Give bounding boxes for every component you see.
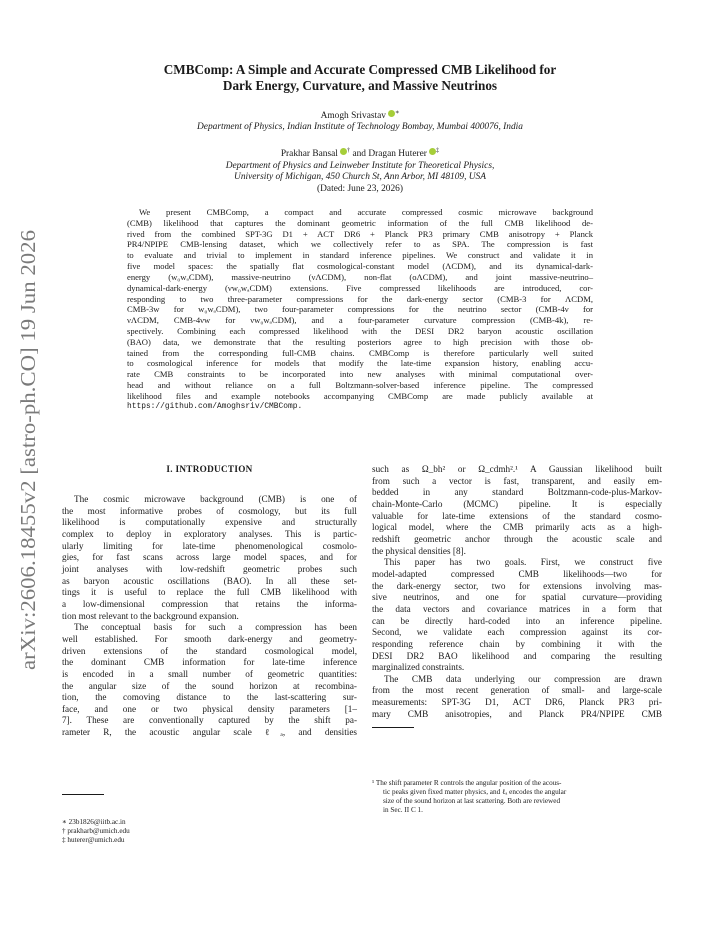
body-line: measurements: SPT-3G D1, ACT DR6, Planck PR3 pri- [372, 697, 662, 708]
body-line: likelihood is computationally expensive and structurally [62, 517, 357, 528]
body-line: can be directly hard-coded into an inference pipeline. [372, 615, 662, 626]
abstract-line: We present CMBComp, a compact and accurate compressed cosmic microwave background [139, 207, 593, 217]
abstract-line: (CMB) likelihood that captures the dominant geometric information of the full CMB likelihood de- [127, 217, 593, 228]
orcid-icon[interactable] [340, 148, 347, 155]
abstract-line: responding to two three-parameter compressions for the dark-energy sector (CMB-3 for ΛCDM, [127, 293, 593, 304]
body-line: the data vectors and covariance matrices in a form that [372, 603, 662, 614]
body-line: mary CMB anisotropies, and Planck PR4/NPIPE CMB [372, 708, 662, 719]
paper-title [100, 62, 620, 94]
body-line: from such a vector is fast, transparent, and easily em- [372, 475, 662, 486]
footnote-line: size of the sound horizon at last scattering. Both are reviewed [383, 797, 561, 806]
abstract-line: head and without reliance on a full Boltzmann-solver-based inference pipeline. The compressed [127, 380, 593, 390]
abstract-line: tained from the corresponding full-CMB chains. CMBComp is therefore particularly well suited [127, 347, 593, 358]
body-line: marginalized constraints. [372, 662, 465, 673]
arxiv-stamp [13, 230, 43, 670]
body-line: is encoded in a small number of geometric quantities: [62, 668, 357, 679]
abstract-line: spectively. Combining each compressed likelihood with the DESI DR2 baryon acoustic oscillation [127, 325, 593, 336]
author-mark: ∗ [394, 108, 400, 116]
body-line: rameter R, the acoustic angular scale ℓₐ, and densities [62, 727, 357, 738]
right-column [372, 464, 662, 720]
abstract-line: rived from the combined SPT-3G D1 + ACT DR6 + Planck PR3 primary CMB anisotropy + Planck [127, 228, 593, 239]
abstract-line: PR4/NPIPE CMB-lensing dataset, which we collectively refer to as SPA. The compression is fast [127, 239, 593, 250]
author-name: Dragan Huterer [368, 149, 427, 159]
github-link[interactable]: https://github.com/Amoghsriv/CMBComp. [127, 401, 303, 411]
body-line: the most informative probes of cosmology, but its full [62, 505, 357, 516]
abstract-line: five model spaces: the spatially flat cosmological-constant model (ΛCDM), and its dynamical-dark- [127, 261, 593, 272]
abstract-line: energy (w₀wₐCDM), massive-neutrino (νΛCDM), non-flat (oΛCDM), and joint massive-neutrino– [127, 271, 593, 282]
body-line: tion, the comoving distance to the last-scattering sur- [62, 692, 357, 703]
footnote-line: in Sec. II C 1. [383, 806, 423, 815]
footnote-line: tic peaks given fixed matter physics, and ℓₐ encodes the angular [383, 788, 567, 797]
body-line: chain-Monte-Carlo (MCMC) pipeline. It is especially [372, 498, 662, 509]
author-mark: ‡ [435, 146, 440, 154]
body-line: such as Ω_bh² or Ω_cdmh².¹ A Gaussian likelihood built [372, 464, 662, 474]
body-line: redshift geometric anchor through the acoustic scale and [372, 533, 662, 544]
body-line: from the most recent generation of small- and large-scale [372, 685, 662, 696]
arxiv-id: arXiv:2606.18455v2 [astro-ph.CO] 19 Jun 2026 [16, 265, 40, 670]
author-line-1 [100, 110, 620, 122]
abstract-line: to cosmological inference for models that modify the late-time expansion history, enabling accu- [127, 358, 593, 369]
body-line: complex to deploy in exploratory analyses. This is partic- [62, 528, 357, 539]
left-column [62, 494, 357, 739]
abstract-line: dynamical-dark-energy (νw₀wₐCDM) extensions. Five compressed likelihoods are introduced, cor- [127, 282, 593, 293]
author-name: Prakhar Bansal [280, 149, 338, 159]
author-name: Amogh Srivastav [320, 111, 386, 121]
body-line: responding reference chain by combining it with the [372, 638, 662, 649]
abstract-line: likelihood files and example notebooks accompanying CMBComp are made publicly available at [127, 390, 593, 401]
body-line: the physical densities [8]. [372, 545, 466, 556]
title-line-2: Dark Energy, Curvature, and Massive Neutrinos [222, 78, 498, 93]
footnote-line: ¹ The shift parameter R controls the angular position of the acous- [372, 779, 562, 787]
footnote-email[interactable]: ∗ 23b1826@iitb.ac.in [62, 818, 126, 826]
author-line-2 [100, 148, 620, 160]
title-line-1: CMBComp: A Simple and Accurate Compressed CMB Likelihood for [163, 62, 557, 77]
body-line: as baryon acoustic oscillations (BAO). In all these set- [62, 575, 357, 586]
orcid-icon[interactable] [429, 148, 436, 155]
body-line: 7]. These are conventionally captured by the shift pa- [62, 715, 357, 726]
body-line: bedded in any standard Boltzmann-code-plus-Markov- [372, 487, 662, 498]
orcid-icon[interactable] [388, 110, 395, 117]
body-line: driven extensions of the standard cosmological model, [62, 645, 357, 656]
body-line: tings it is useful to replace the full CMB likelihood with [62, 587, 357, 598]
footnotes-left [62, 818, 262, 845]
body-line: The CMB data underlying our compression are drawn [384, 673, 662, 684]
abstract-line: CMB-3w for w₀wₐCDM), two four-parameter compressions for the neutrino sector (CMB-4ν for [127, 304, 593, 315]
date-line: (Dated: June 23, 2026) [317, 184, 403, 194]
body-line: ularly limiting for late-time phenomenological cosmolo- [62, 540, 357, 551]
author-conjunction: and [352, 149, 366, 159]
abstract [127, 207, 593, 412]
body-line: a low-dimensional compression that retains the informa- [62, 598, 357, 609]
body-line: valuable for late-time extensions of the standard cosmo- [372, 510, 662, 521]
affiliation-1: Department of Physics, Indian Institute of Technology Bombay, Mumbai 400076, India [197, 122, 523, 132]
body-line: The cosmic microwave background (CMB) is one of [74, 494, 357, 504]
body-line: This paper has two goals. First, we construct five [384, 557, 662, 568]
author-mark: † [346, 146, 351, 154]
footnote-email[interactable]: ‡ huterer@umich.edu [62, 836, 125, 845]
body-line: logical model, where the CMB primarily acts as a high- [372, 522, 662, 533]
footnote-rule-right [372, 727, 414, 728]
body-line: joint analyses with low-redshift geometric probes such [62, 563, 357, 574]
body-line: the angular size of the sound horizon at recombina- [62, 680, 357, 691]
body-line: face, and one or two physical density parameters [1– [62, 703, 357, 714]
section-heading: I. INTRODUCTION [166, 464, 253, 474]
body-line: tion most relevant to the background expansion. [62, 610, 239, 621]
body-line: The conceptual basis for such a compression has been [74, 622, 357, 633]
abstract-line: rate CMB constraints to be incorporated into new analyses with minimal computational over- [127, 369, 593, 380]
body-line: sive neutrinos, and one for spatial curvature—providing [372, 592, 662, 603]
body-line: DESI DR2 BAO likelihood and comparing the resulting [372, 650, 662, 661]
footnote-rule-left [62, 794, 104, 795]
body-line: the dark-energy sector, two for extensions involving mas- [372, 580, 662, 591]
body-line: Second, we validate each compression against its cor- [372, 627, 662, 638]
affiliation-2-line-2: University of Michigan, 450 Church St, Ann Arbor, MI 48109, USA [234, 172, 486, 182]
footnote-email[interactable]: † prakharb@umich.edu [62, 827, 130, 836]
abstract-line: νΛCDM, CMB-4νw for νw₀wₐCDM), and a four-parameter curvature compression (CMB-4k), re- [127, 315, 593, 326]
footnotes-right [372, 779, 662, 815]
abstract-line: to evaluate and trivial to implement in standard inference pipelines. We construct and validate it in [127, 250, 593, 261]
body-line: model-adapted compressed CMB likelihoods—two for [372, 568, 662, 579]
body-line: well established. For smooth dark-energy and geometry- [62, 633, 357, 644]
affiliation-2-line-1: Department of Physics and Leinweber Institute for Theoretical Physics, [225, 161, 495, 171]
abstract-line: (BAO) data, we demonstrate that the resulting posteriors agree to high precision with those ob- [127, 336, 593, 347]
body-line: gies, for fast scans across large model spaces, and for [62, 552, 357, 563]
body-line: the dominant CMB information for late-time inference [62, 657, 357, 668]
